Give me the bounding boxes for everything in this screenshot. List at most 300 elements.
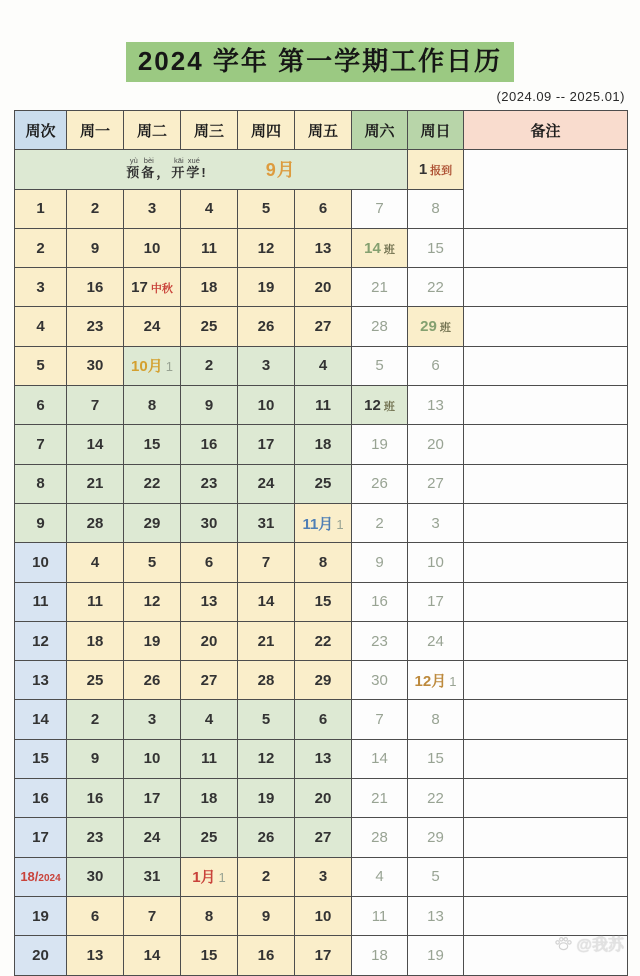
day-cell [408, 621, 464, 660]
day-number: 14 [86, 436, 104, 454]
week-number-cell [15, 818, 67, 857]
day-number: 16 [32, 789, 49, 807]
week-number-cell [15, 268, 67, 307]
day-number: 9 [261, 907, 271, 925]
header-notes: 备注 [464, 111, 628, 150]
day-cell [67, 386, 124, 425]
day-cell [295, 228, 352, 267]
day-number: 18 [314, 436, 332, 454]
day-number: 13 [427, 907, 444, 925]
day-cell [408, 189, 464, 228]
day-cell [408, 779, 464, 818]
week-number-cell [15, 739, 67, 778]
day-number: 9 [90, 750, 100, 768]
day-cell [295, 503, 352, 542]
header-fri: 周五 [295, 111, 352, 150]
day-number: 6 [431, 357, 440, 375]
week-row [15, 543, 628, 582]
header-sun: 周日 [408, 111, 464, 150]
week-number-cell [15, 896, 67, 935]
day-tag: 1 [165, 359, 173, 375]
day-cell [181, 425, 238, 464]
week-number-cell [15, 543, 67, 582]
day-number: 8 [147, 396, 157, 414]
day-number: 25 [314, 475, 332, 493]
note-cell [464, 268, 628, 307]
day-cell [67, 464, 124, 503]
day-cell [67, 857, 124, 896]
day-number: 17 [143, 789, 161, 807]
day-number: 20 [200, 632, 218, 650]
day-cell [352, 346, 408, 385]
day-number: 1 [36, 200, 45, 218]
day-cell [124, 936, 181, 975]
day-cell [67, 346, 124, 385]
day-number: 25 [200, 828, 218, 846]
day-cell [352, 857, 408, 896]
day-number: 12 [257, 750, 275, 768]
day-number: 24 [427, 632, 444, 650]
day-number: 15 [200, 946, 218, 964]
day-cell [238, 543, 295, 582]
day-number: 13 [314, 750, 332, 768]
day-cell [352, 621, 408, 660]
day-cell [181, 503, 238, 542]
note-cell [464, 896, 628, 935]
day-number: 6 [318, 711, 328, 729]
day-cell [124, 582, 181, 621]
day-cell [295, 700, 352, 739]
day-cell [124, 346, 181, 385]
day-cell [352, 739, 408, 778]
note-cell [464, 503, 628, 542]
week-number-cell [15, 189, 67, 228]
header-tue: 周二 [124, 111, 181, 150]
week-row [15, 936, 628, 975]
day-cell [295, 189, 352, 228]
day-number: 11 [371, 907, 388, 925]
day-number: 6 [204, 553, 214, 571]
day-number: 10 [314, 907, 332, 925]
day-number: 31 [257, 514, 275, 532]
day-cell [124, 621, 181, 660]
day-cell [238, 464, 295, 503]
day-number: 2 [261, 868, 271, 886]
day-number: 15 [32, 750, 49, 768]
day-number: 30 [371, 671, 388, 689]
day-number: 15 [427, 750, 444, 768]
day-cell [238, 936, 295, 975]
day-cell [124, 700, 181, 739]
day-number: 28 [86, 514, 104, 532]
day-cell [67, 818, 124, 857]
day-tag: 1 [336, 516, 344, 532]
week-number-cell [15, 582, 67, 621]
day-number: 4 [204, 711, 214, 729]
note-cell [464, 425, 628, 464]
day-number: 27 [314, 318, 332, 336]
day-number: 10月 [131, 358, 163, 376]
day-tag: 班 [439, 322, 451, 335]
day-cell [295, 936, 352, 975]
announcement-text: 预yù备bèi，开kāi学xué! [126, 156, 208, 181]
day-cell [295, 779, 352, 818]
header-week: 周次 [15, 111, 67, 150]
day-number: 23 [371, 632, 388, 650]
day-cell [295, 621, 352, 660]
day-cell [124, 818, 181, 857]
day-number: 21 [371, 278, 388, 296]
day-number: 21 [257, 632, 275, 650]
day-number: 12 [143, 593, 161, 611]
day-cell [181, 268, 238, 307]
day-number: 6 [318, 200, 328, 218]
header-thu: 周四 [238, 111, 295, 150]
day-cell [352, 386, 408, 425]
day-number: 22 [427, 278, 444, 296]
week-number-cell [15, 386, 67, 425]
week-number-cell [15, 425, 67, 464]
day-number: 17 [257, 436, 275, 454]
day-cell [408, 346, 464, 385]
day-cell [352, 503, 408, 542]
day-number: 7 [147, 907, 157, 925]
day-cell [352, 936, 408, 975]
day-number: 16 [371, 593, 388, 611]
day-tag: 1 [218, 870, 226, 886]
day-cell [238, 818, 295, 857]
day-cell [408, 307, 464, 346]
day-number: 12 [32, 632, 49, 650]
day-cell [352, 779, 408, 818]
day-cell [124, 425, 181, 464]
week-row [15, 346, 628, 385]
day-number: 15 [143, 436, 161, 454]
day-cell [238, 307, 295, 346]
day-cell [181, 779, 238, 818]
day-number: 24 [143, 318, 161, 336]
day-number: 30 [200, 514, 218, 532]
header-sat: 周六 [352, 111, 408, 150]
day-number: 14 [32, 711, 49, 729]
day-tag: 1 [449, 673, 457, 689]
day-number: 18 [86, 632, 104, 650]
day-number: 20 [32, 946, 49, 964]
day-cell [181, 543, 238, 582]
day-cell [238, 582, 295, 621]
day-cell [181, 739, 238, 778]
week-row [15, 896, 628, 935]
day-number: 6 [90, 907, 100, 925]
day-number: 28 [371, 318, 388, 336]
day-number: 25 [86, 671, 104, 689]
week-number-cell [15, 700, 67, 739]
day-cell [124, 779, 181, 818]
day-number: 5 [261, 711, 271, 729]
day-number: 2 [90, 711, 100, 729]
week-row [15, 268, 628, 307]
day-number: 19 [257, 278, 275, 296]
day-number: 3 [318, 868, 328, 886]
day-number: 3 [147, 711, 157, 729]
day-number: 4 [36, 318, 45, 336]
day-tag: 2024 [38, 873, 61, 885]
day-number: 17 [314, 946, 332, 964]
day-cell [67, 307, 124, 346]
day-cell [352, 464, 408, 503]
day-tag: 中秋 [150, 282, 173, 295]
day-number: 11 [32, 593, 49, 611]
day-number: 19 [143, 632, 161, 650]
note-cell [464, 739, 628, 778]
note-cell [464, 346, 628, 385]
day-cell [295, 739, 352, 778]
day-cell [238, 346, 295, 385]
week-row [15, 700, 628, 739]
day-cell [408, 228, 464, 267]
day-cell [181, 346, 238, 385]
day-cell [181, 307, 238, 346]
day-cell [295, 857, 352, 896]
day-number: 16 [86, 789, 104, 807]
day-number: 8 [318, 553, 328, 571]
day-number: 11 [201, 239, 217, 257]
watermark-text: @我苏 [576, 937, 624, 954]
day-number: 10 [143, 239, 161, 257]
week-number-cell [15, 621, 67, 660]
calendar-table [14, 110, 628, 976]
day-number: 7 [90, 396, 100, 414]
day-number: 24 [257, 475, 275, 493]
day-number: 5 [375, 357, 384, 375]
day-number: 20 [314, 278, 332, 296]
day-number: 8 [431, 711, 440, 729]
note-cell [464, 818, 628, 857]
day-cell [181, 661, 238, 700]
day-number: 13 [427, 396, 444, 414]
week-row [15, 739, 628, 778]
day-number: 27 [200, 671, 218, 689]
day-number: 14 [371, 750, 388, 768]
week-number-cell [15, 857, 67, 896]
day-number: 27 [314, 828, 332, 846]
day-cell [238, 386, 295, 425]
day-cell [238, 268, 295, 307]
day-cell [295, 425, 352, 464]
day-cell [408, 896, 464, 935]
calendar-header [15, 111, 628, 150]
day-number: 9 [90, 239, 100, 257]
day-number: 26 [257, 828, 275, 846]
note-cell [464, 700, 628, 739]
day-number: 10 [143, 750, 161, 768]
day-number: 11 [315, 396, 331, 414]
week-row [15, 582, 628, 621]
day-number: 9 [204, 396, 214, 414]
day-cell [295, 268, 352, 307]
day-number: 19 [371, 436, 388, 454]
day-number: 21 [371, 789, 388, 807]
day-number: 27 [427, 475, 444, 493]
day-number: 17 [131, 278, 148, 296]
day-cell [238, 189, 295, 228]
day-cell [181, 228, 238, 267]
day-number: 31 [143, 868, 161, 886]
note-cell [464, 150, 628, 229]
week-number-cell [15, 503, 67, 542]
day-cell [352, 425, 408, 464]
note-cell [464, 582, 628, 621]
date-range: (2024.09 -- 2025.01) [496, 89, 625, 104]
day-cell [352, 307, 408, 346]
day-cell [181, 896, 238, 935]
week-row [15, 779, 628, 818]
day-cell [352, 661, 408, 700]
week-row [15, 621, 628, 660]
day-cell [408, 386, 464, 425]
day-number: 12月 [414, 672, 447, 690]
day-number: 19 [257, 789, 275, 807]
day-cell [181, 189, 238, 228]
day-cell [238, 425, 295, 464]
day-cell [181, 464, 238, 503]
day-cell [181, 700, 238, 739]
day-number: 8 [431, 200, 440, 218]
week-row [15, 425, 628, 464]
day-number: 21 [86, 475, 104, 493]
day-number: 22 [314, 632, 332, 650]
day-number: 9 [375, 553, 384, 571]
note-cell [464, 386, 628, 425]
day-cell [124, 307, 181, 346]
day-cell [124, 464, 181, 503]
day-number: 18 [200, 789, 218, 807]
day-number: 18/ [20, 869, 39, 885]
page-title: 2024 学年 第一学期工作日历 [126, 42, 514, 82]
day-number: 18 [371, 946, 388, 964]
day-number: 5 [147, 553, 157, 571]
day-number: 1 [418, 160, 428, 178]
day-cell [295, 464, 352, 503]
day-cell [408, 425, 464, 464]
day-cell [181, 818, 238, 857]
week-row [15, 503, 628, 542]
day-number: 3 [147, 200, 157, 218]
week-row [15, 661, 628, 700]
day-number: 19 [32, 907, 49, 925]
day-number: 19 [427, 946, 444, 964]
day-cell [67, 268, 124, 307]
day-number: 4 [90, 553, 100, 571]
day-number: 8 [36, 475, 45, 493]
note-cell [464, 621, 628, 660]
day-number: 9 [36, 514, 45, 532]
day-number: 11 [87, 593, 103, 611]
day-number: 10 [257, 396, 275, 414]
day-cell [124, 661, 181, 700]
day-cell [352, 543, 408, 582]
day-cell [408, 268, 464, 307]
day-number: 13 [32, 671, 49, 689]
week-row [15, 386, 628, 425]
day-cell [352, 268, 408, 307]
month-label-september: 9月 [265, 160, 296, 181]
day-cell [352, 896, 408, 935]
day-cell [124, 386, 181, 425]
day-cell [238, 700, 295, 739]
day-tag: 班 [383, 400, 395, 413]
day-number: 20 [314, 789, 332, 807]
day-number: 30 [86, 868, 104, 886]
day-cell [238, 661, 295, 700]
day-cell [181, 857, 238, 896]
day-cell [124, 228, 181, 267]
day-cell [352, 818, 408, 857]
day-cell [124, 739, 181, 778]
week-number-cell [15, 464, 67, 503]
day-number: 4 [375, 868, 384, 886]
day-cell [295, 582, 352, 621]
day-number: 11 [201, 750, 217, 768]
day-number: 2 [36, 239, 45, 257]
day-cell [295, 543, 352, 582]
week-row [15, 818, 628, 857]
day-number: 14 [257, 593, 275, 611]
day-cell [181, 621, 238, 660]
header-mon: 周一 [67, 111, 124, 150]
day-cell [67, 621, 124, 660]
day-cell [408, 582, 464, 621]
day-cell [295, 346, 352, 385]
week-number-cell [15, 346, 67, 385]
watermark [555, 932, 624, 955]
day-cell [67, 228, 124, 267]
day-cell [67, 543, 124, 582]
week-row [15, 307, 628, 346]
calendar-body [15, 150, 628, 975]
day-cell [238, 857, 295, 896]
day-number: 3 [261, 357, 271, 375]
day-cell [181, 936, 238, 975]
day-number: 5 [431, 868, 440, 886]
day-number: 5 [36, 357, 45, 375]
day-cell [181, 386, 238, 425]
paw-icon [555, 936, 572, 951]
week-row [15, 464, 628, 503]
note-cell [464, 307, 628, 346]
note-cell [464, 779, 628, 818]
day-cell [67, 700, 124, 739]
day-cell [238, 228, 295, 267]
week-row [15, 228, 628, 267]
day-number: 23 [86, 318, 104, 336]
day-number: 29 [314, 671, 332, 689]
day-cell [238, 621, 295, 660]
day-cell [67, 739, 124, 778]
day-number: 7 [261, 553, 271, 571]
day-number: 29 [420, 318, 437, 336]
day-number: 5 [261, 200, 271, 218]
day-cell [408, 739, 464, 778]
day-number: 20 [427, 436, 444, 454]
day-cell [352, 189, 408, 228]
day-number: 4 [204, 200, 214, 218]
day-number: 1月 [192, 869, 216, 887]
day-cell [67, 661, 124, 700]
day-number: 17 [32, 828, 49, 846]
day-cell [408, 543, 464, 582]
week-number-cell [15, 307, 67, 346]
